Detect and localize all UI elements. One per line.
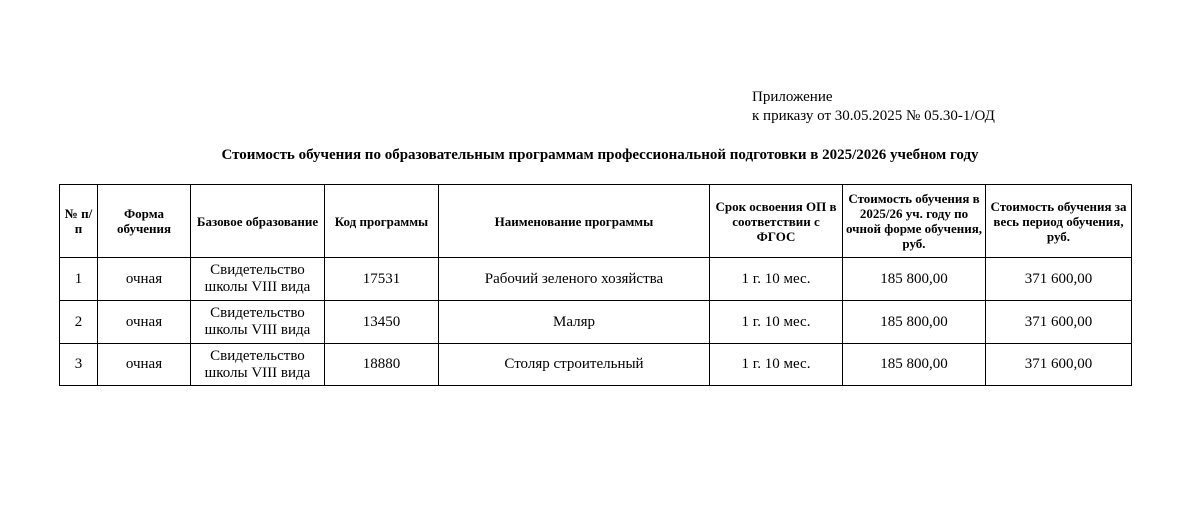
cell-program-code: 13450 [325,301,439,344]
header-program-code: Код программы [325,185,439,258]
cell-program-name: Рабочий зеленого хозяйства [439,258,710,301]
cell-program-name: Столяр строительный [439,344,710,386]
document-title: Стоимость обучения по образовательным программам профессиональной подготовки в 2025/2026 учебном году [221,147,979,163]
cell-duration: 1 г. 10 мес. [710,344,843,386]
cell-study-form: очная [98,344,191,386]
annex-block [752,88,995,126]
cell-base-education: Свидетельство школы VIII вида [191,258,325,301]
cell-annual-cost: 185 800,00 [843,344,986,386]
cell-base-education: Свидетельство школы VIII вида [191,344,325,386]
cell-program-code: 17531 [325,258,439,301]
cell-annual-cost: 185 800,00 [843,301,986,344]
cell-total-cost: 371 600,00 [986,301,1132,344]
table-row [60,258,1132,301]
header-duration: Срок освоения ОП в соответствии с ФГОС [710,185,843,258]
annex-label: Приложение [752,89,833,105]
header-study-form: Форма обучения [98,185,191,258]
cell-duration: 1 г. 10 мес. [710,301,843,344]
header-annual-cost: Стоимость обучения в 2025/26 уч. году по очной форме обучения, руб. [843,185,986,258]
header-number: № п/п [60,185,98,258]
header-total-cost: Стоимость обучения за весь период обучения, руб. [986,185,1132,258]
table-header-row [60,185,1132,258]
cell-duration: 1 г. 10 мес. [710,258,843,301]
cell-base-education: Свидетельство школы VIII вида [191,301,325,344]
annex-order-reference: к приказу от 30.05.2025 № 05.30-1/ОД [752,108,995,124]
cell-total-cost: 371 600,00 [986,258,1132,301]
cell-number: 3 [60,344,98,386]
cell-total-cost: 371 600,00 [986,344,1132,386]
cell-number: 2 [60,301,98,344]
cell-program-name: Маляр [439,301,710,344]
tuition-fee-table [59,184,1132,386]
header-base-education: Базовое образование [191,185,325,258]
cell-annual-cost: 185 800,00 [843,258,986,301]
cell-program-code: 18880 [325,344,439,386]
cell-study-form: очная [98,301,191,344]
table-row [60,344,1132,386]
cell-study-form: очная [98,258,191,301]
cell-number: 1 [60,258,98,301]
table-row [60,301,1132,344]
header-program-name: Наименование программы [439,185,710,258]
